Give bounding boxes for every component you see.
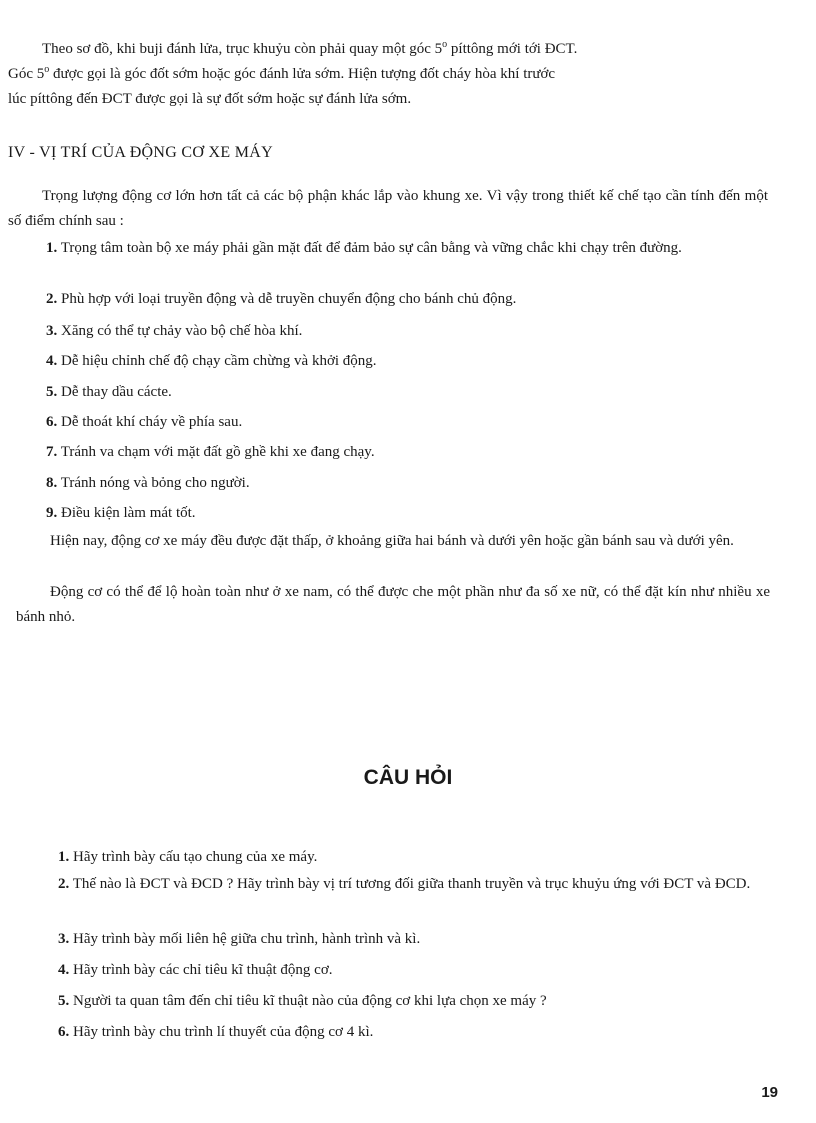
question-item: 1. Hãy trình bày cấu tạo chung của xe máy. — [58, 849, 318, 865]
list-item: 5. Dễ thay dầu cácte. — [46, 384, 172, 400]
intro-paragraph — [8, 37, 778, 112]
intro-line-3: lúc píttông đến ĐCT được gọi là sự đốt sớm hoặc sự đánh lửa sớm. — [8, 91, 412, 107]
intro-line-2: Góc 5$^o$ được gọi là góc đốt sớm hoặc góc đánh lửa sớm. Hiện tượng đốt cháy hòa khí trước — [8, 64, 556, 82]
question-item: 5. Người ta quan tâm đến chỉ tiêu kĩ thuật nào của động cơ khi lựa chọn xe máy ? — [58, 993, 547, 1009]
section-heading: IV - VỊ TRÍ CỦA ĐỘNG CƠ XE MÁY — [8, 144, 274, 161]
list-item: 3. Xăng có thể tự chảy vào bộ chế hòa khí. — [46, 323, 303, 339]
section-intro: Trọng lượng động cơ lớn hơn tất cả các bộ phận khác lắp vào khung xe. Vì vậy trong thiết kế chế tạo cần tính đến một số điểm chính sau : — [8, 188, 768, 229]
question-item: 3. Hãy trình bày mối liên hệ giữa chu trình, hành trình và kì. — [58, 931, 421, 947]
list-item: 7. Tránh va chạm với mặt đất gồ ghề khi xe đang chạy. — [46, 444, 375, 460]
list-item: 2. Phù hợp với loại truyền động và dễ truyền chuyển động cho bánh chủ động. — [46, 291, 517, 307]
page-number: 19 — [761, 1084, 778, 1101]
list-item: 8. Tránh nóng và bỏng cho người. — [46, 475, 250, 491]
list-item: 1. Trọng tâm toàn bộ xe máy phải gần mặt đất để đảm bảo sự cân bằng và vững chắc khi chạy trên đường. — [46, 240, 682, 256]
question-item: 6. Hãy trình bày chu trình lí thuyết của động cơ 4 kì. — [58, 1024, 374, 1040]
paragraph-engine-placement: Hiện nay, động cơ xe máy đều được đặt thấp, ở khoảng giữa hai bánh và dưới yên hoặc gần bánh sau và dưới yên. — [50, 533, 734, 549]
question-item: 2. Thế nào là ĐCT và ĐCD ? Hãy trình bày vị trí tương đối giữa thanh truyền và trục khuỷu ứng với ĐCT và ĐCD. — [58, 876, 751, 892]
list-item: 6. Dễ thoát khí cháy về phía sau. — [46, 414, 243, 430]
question-item: 4. Hãy trình bày các chỉ tiêu kĩ thuật động cơ. — [58, 962, 333, 978]
list-item: 9. Điều kiện làm mát tốt. — [46, 505, 196, 521]
paragraph-engine-cover: Động cơ có thể để lộ hoàn toàn như ở xe nam, có thể được che một phần như đa số xe nữ, có thể đặt kín như nhiều xe bánh nhỏ. — [16, 584, 770, 625]
questions-title: CÂU HỎI — [363, 766, 453, 789]
intro-line-1: Theo sơ đồ, khi buji đánh lửa, trục khuỷu còn phải quay một góc 5$^o$ píttông mới tới ĐCT. — [42, 39, 578, 57]
list-item: 4. Dễ hiệu chỉnh chế độ chạy cầm chừng và khởi động. — [46, 353, 377, 369]
